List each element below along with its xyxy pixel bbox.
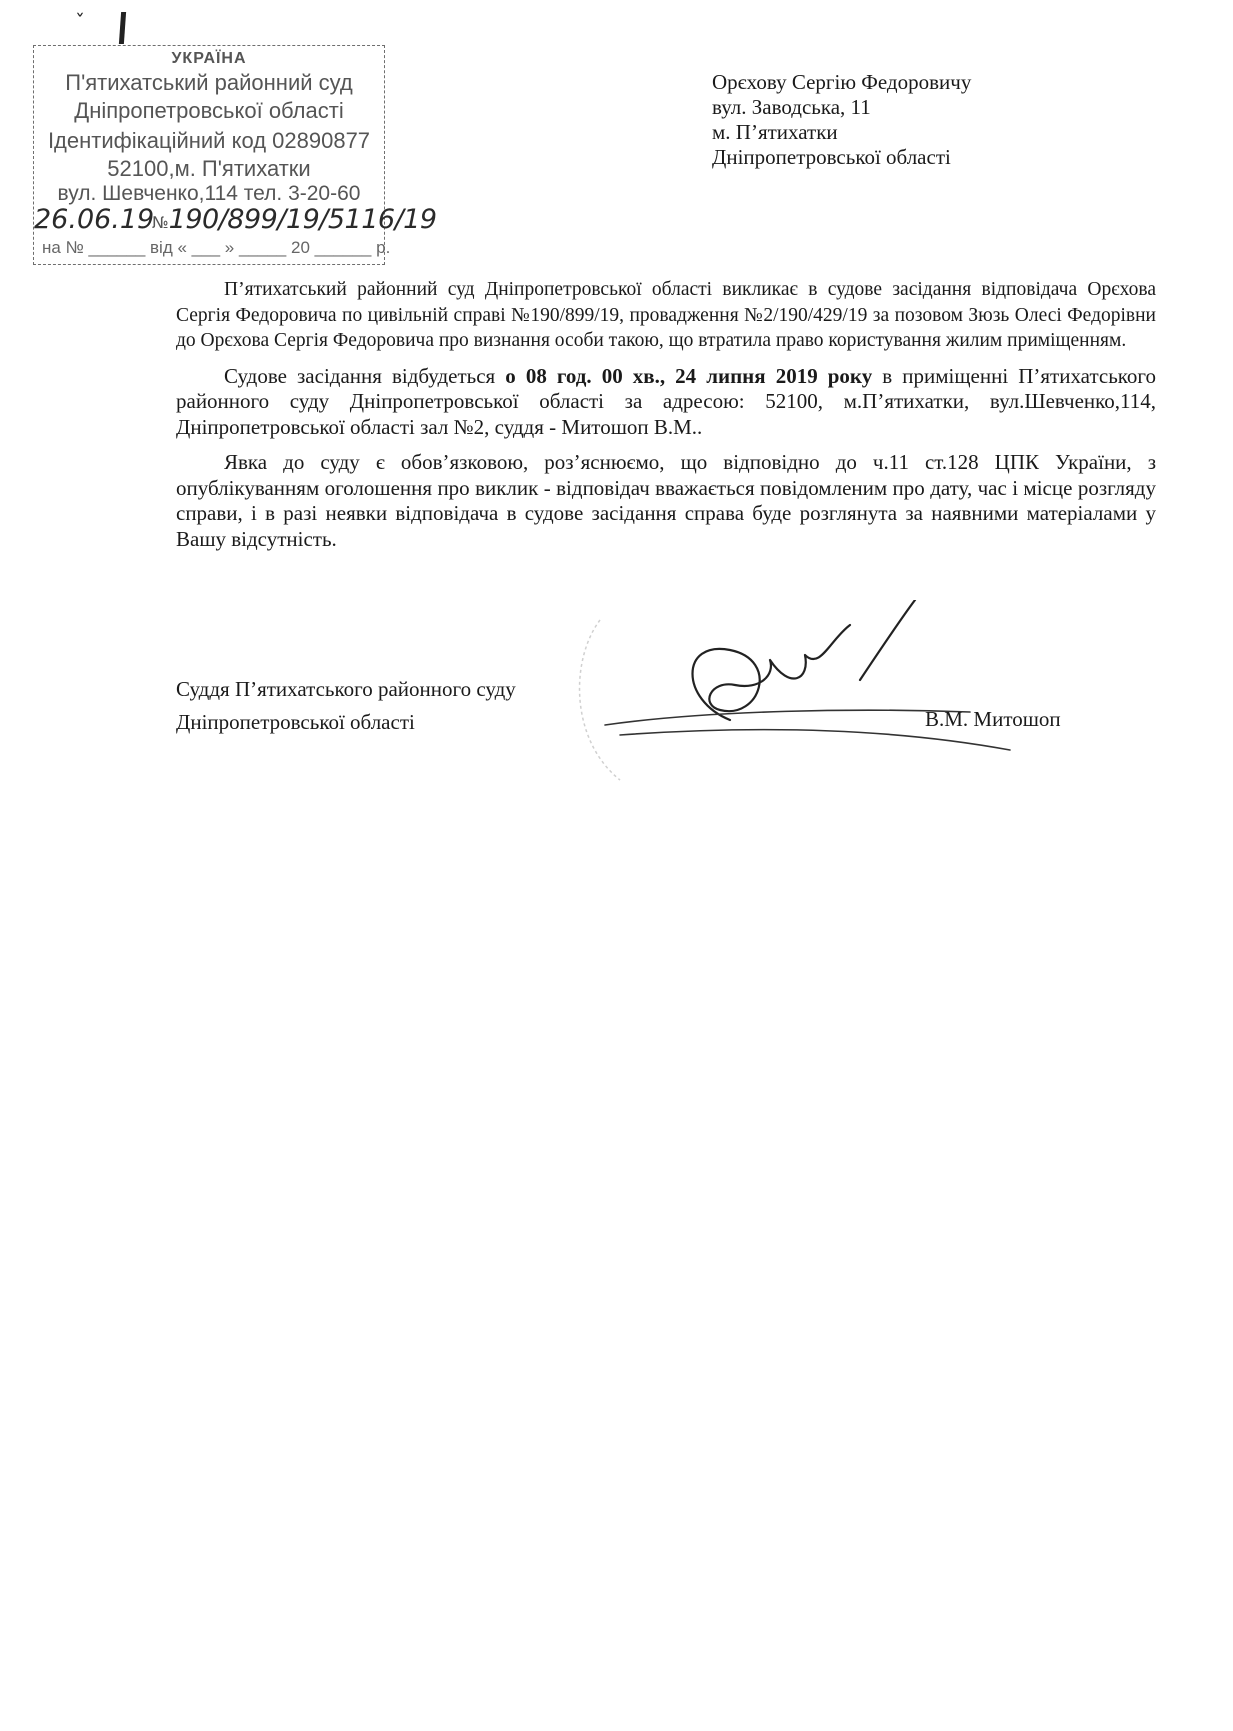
- stamp-ref-from: від «: [150, 238, 187, 257]
- signature-title-line1: Суддя П’ятихатського районного суду: [176, 677, 516, 701]
- stamp-reg-prefix: №: [152, 213, 169, 232]
- stamp-ref-blank: ______: [88, 238, 146, 257]
- stamp-street: вул. Шевченко,114 тел. 3-20-60: [57, 182, 361, 205]
- stamp-ref-year: 20: [290, 238, 310, 257]
- stamp-id-code: Ідентифікаційний код 02890877: [47, 128, 371, 153]
- stamp-registration-row: [34, 204, 437, 235]
- addressee-block: [712, 70, 971, 170]
- addressee-region: Дніпропетровської області: [712, 145, 951, 169]
- stamp-ref-suffix: р.: [376, 238, 391, 257]
- addressee-street: вул. Заводська, 11: [712, 95, 871, 119]
- stamp-ref-close: »: [224, 238, 235, 257]
- addressee-city: м. П’ятихатки: [712, 120, 838, 144]
- hearing-text-after: в приміщенні П’ятихатського районного суду Дніпропетровської області за адресою: 52100, м.П’ятихатки, вул.Шевченко,114, Дніпропетровської області зал №2, суддя - Митошоп В.М..: [176, 363, 1156, 439]
- corner-mark: ˇ: [75, 10, 85, 34]
- stamp-reg-date: 26.06.19: [34, 204, 155, 235]
- addressee-name: Орєхову Сергію Федоровичу: [712, 70, 972, 94]
- stamp-reg-number: 190/899/19/5116/19: [168, 204, 437, 235]
- paragraph-hearing: [176, 364, 1156, 441]
- hearing-text-before: Судове засідання відбудеться: [224, 363, 506, 388]
- stamp-ref-year-blank: _____: [238, 238, 287, 257]
- handwritten-signature: [560, 600, 1020, 800]
- registration-stamp: [33, 45, 437, 265]
- stamp-ref-blank-2: ______: [314, 238, 372, 257]
- stamp-reference-row: [34, 238, 392, 258]
- stamp-ref-from-blank: ___: [191, 238, 221, 257]
- signature-name: В.М. Митошоп: [925, 707, 1061, 731]
- paragraph-attendance: Явка до суду є обов’язковою, роз’яснюємо, що відповідно до ч.11 ст.128 ЦПК України, з опублікуванням оголошення про виклик - відповідач вважається повідомленим про дату, час і місце розгляду справи, і в разі неявки відповідача в судове засідання справа буде розглянута за наявними матеріалами у Вашу відсутність.: [176, 450, 1156, 551]
- paragraph-summons: П’ятихатський районний суд Дніпропетровської області викликає в судове засідання відповідача Орєхова Сергія Федоровича по цивільній справі №190/899/19, провадження №2/190/429/19 за позовом Зюзь Олесі Федорівни до Орєхова Сергія Федоровича про визнання особи такою, що втратила право користування жилим приміщенням.: [176, 279, 1156, 351]
- stamp-court: П'ятихатський районний суд: [65, 70, 353, 95]
- corner-bar-mark: [119, 12, 126, 44]
- signature-title-block: [176, 673, 516, 739]
- stamp-country: УКРАЇНА: [171, 50, 247, 67]
- signature-title-line2: Дніпропетровської області: [176, 710, 415, 734]
- document-body: [176, 277, 1156, 562]
- stamp-city: 52100,м. П'ятихатки: [107, 156, 311, 181]
- stamp-region: Дніпропетровської області: [74, 98, 344, 123]
- hearing-datetime: о 08 год. 00 хв., 24 липня 2019 року: [505, 363, 873, 388]
- stamp-ref-prefix: на №: [42, 238, 84, 257]
